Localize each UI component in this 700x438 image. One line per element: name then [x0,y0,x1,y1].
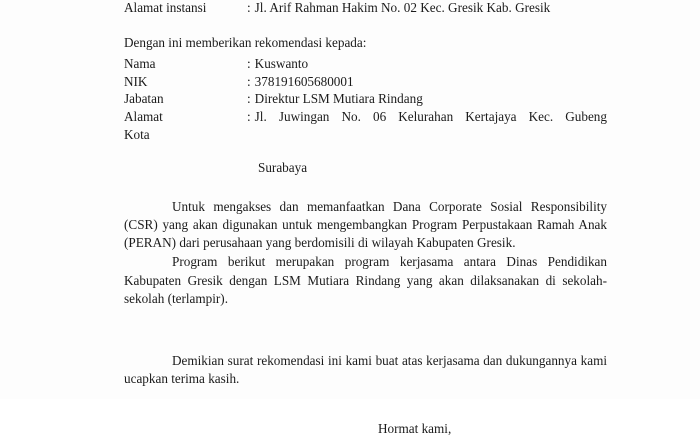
paragraph-program: Program berikut merupakan program kerjasama antara Dinas Pendidikan Kabupaten Gresik dengan LSM Mutiara Rindang yang akan dilaksanakan di sekolah-sekolah (terlampir). [124,254,607,306]
field-separator: : [247,0,251,15]
paragraph-csr: Untuk mengakses dan memanfaatkan Dana Corporate Sosial Responsibility (CSR) yang akan digunakan untuk mengembangkan Program Perpustakaan Ramah Anak (PERAN) dari perusahaan yang berdomisili di wilayah Kabupaten Gresik. [124,198,607,251]
field-label-alamat: Alamat [124,108,163,124]
field-row-jabatan [124,90,607,108]
field-row-alamat-instansi [124,0,607,17]
field-row-alamat [124,108,607,126]
field-row-kota [124,126,607,144]
field-label-alamat-instansi: Alamat instansi [124,0,207,15]
field-separator: : [247,56,251,72]
field-label-jabatan: Jabatan [124,91,164,107]
field-label-nama: Nama [124,56,156,72]
field-value-alamat: Jl. Juwingan No. 06 Kelurahan Kertajaya Kec. Gubeng [254,108,607,124]
lead-line: Dengan ini memberikan rekomendasi kepada: [124,34,367,50]
field-separator: : [247,108,251,124]
field-label-kota: Kota [124,126,150,142]
field-value-nama: Kuswanto [254,56,309,72]
field-separator: : [247,73,251,89]
field-value-kota: Surabaya [258,160,308,176]
field-row-nik [124,73,607,91]
signature-salutation: Hormat kami, [378,421,452,437]
recipient-fields [124,55,607,143]
field-value-nik: 378191605680001 [254,73,354,89]
field-value-jabatan: Direktur LSM Mutiara Rindang [254,91,423,107]
field-row-nama [124,55,607,73]
field-value-alamat-instansi: Jl. Arif Rahman Hakim No. 02 Kec. Gresik Kab. Gresik [254,0,551,15]
field-label-nik: NIK [124,73,148,89]
field-separator: : [247,91,251,107]
paragraph-closing: Demikian surat rekomendasi ini kami buat atas kerjasama dan dukungannya kami ucapkan terima kasih. [124,352,607,387]
